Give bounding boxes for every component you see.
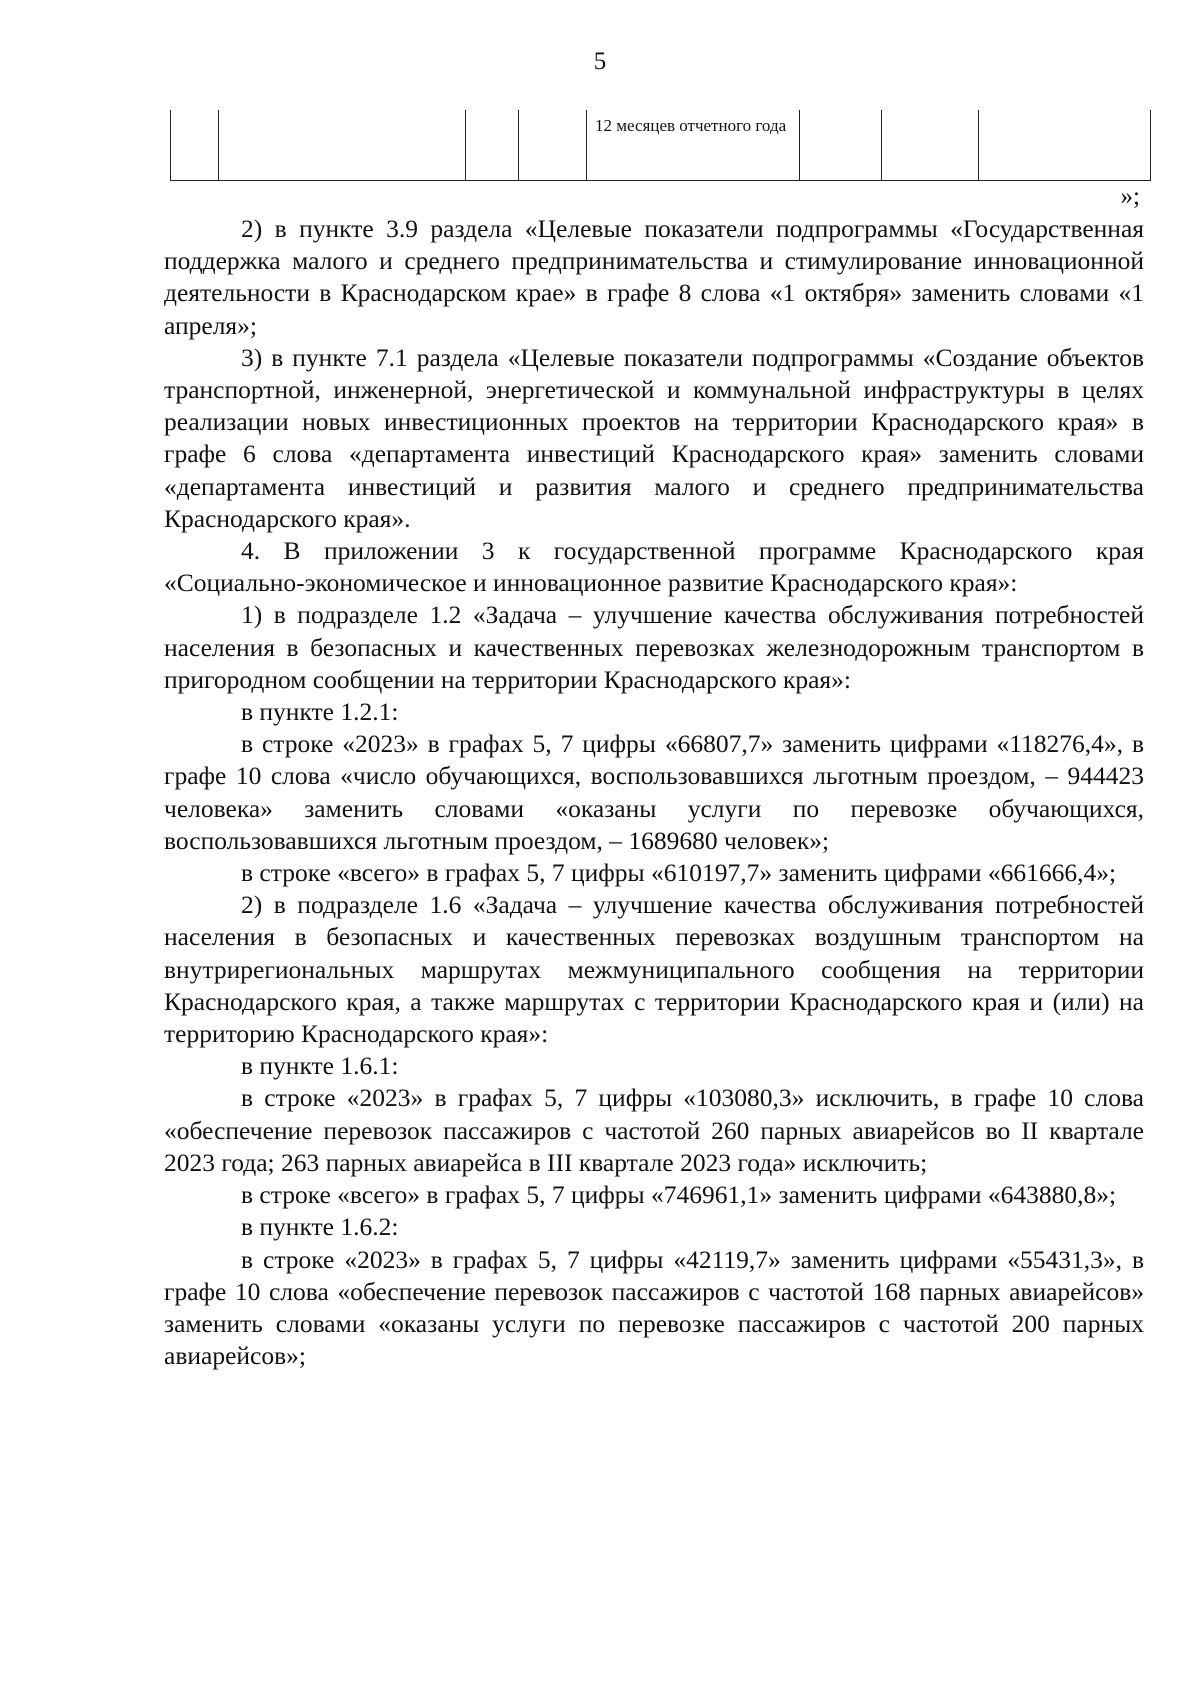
closing-quote-mark: »; bbox=[1120, 183, 1140, 210]
table-cell bbox=[171, 110, 219, 180]
table-cell: 12 месяцев отчетного года bbox=[587, 110, 800, 180]
paragraph: 2) в пункте 3.9 раздела «Целевые показатели подпрограммы «Государственная поддержка малого и среднего предпринимательства и стимулирование инновационной деятельности в Краснодарском крае» в графе 8 слова «1 октября» заменить словами «1 апреля»; bbox=[164, 214, 1144, 340]
table-row bbox=[171, 110, 1151, 180]
table-cell bbox=[979, 110, 1151, 180]
table-cell bbox=[219, 110, 466, 180]
paragraph: 4. В приложении 3 к государственной программе Краснодарского края «Социально-экономическое и инновационное развитие Краснодарского края»: bbox=[164, 536, 1144, 598]
paragraph: в строке «всего» в графах 5, 7 цифры «610197,7» заменить цифрами «661666,4»; bbox=[241, 858, 1117, 888]
paragraph: в строке «2023» в графах 5, 7 цифры «66807,7» заменить цифрами «118276,4», в графе 10 слова «число обучающихся, воспользовавшихся льготным проездом, – 944423 человека» заменить словами «оказаны услуги по перевозке обучающихся, воспользовавшихся льготным проездом, – 1689680 человек»; bbox=[164, 729, 1144, 855]
table-cell bbox=[882, 110, 979, 180]
page-number: 5 bbox=[593, 48, 607, 75]
paragraph: 1) в подразделе 1.2 «Задача – улучшение качества обслуживания потребностей населения в безопасных и качественных перевозках железнодорожным транспортом в пригородном сообщении на территории Краснодарского края»: bbox=[164, 600, 1144, 694]
paragraph: в пункте 1.6.2: bbox=[241, 1212, 399, 1242]
table-cell bbox=[519, 110, 587, 180]
paragraph: 2) в подразделе 1.6 «Задача – улучшение качества обслуживания потребностей населения в безопасных и качественных перевозках воздушным транспортом на внутрирегиональных маршрутах межмуниципального сообщения на территории Краснодарского края, а также маршрутах с территории Краснодарского края и (или) на территорию Краснодарского края»: bbox=[164, 890, 1144, 1049]
paragraph: в пункте 1.6.1: bbox=[241, 1051, 399, 1081]
paragraph: в строке «2023» в графах 5, 7 цифры «42119,7» заменить цифрами «55431,3», в графе 10 слова «обеспечение перевозок пассажиров с частотой 168 парных авиарейсов» заменить словами «оказаны услуги по перевозке пассажиров с частотой 200 парных авиарейсов»; bbox=[164, 1244, 1144, 1371]
table-cell bbox=[800, 110, 882, 180]
table-cell bbox=[466, 110, 519, 180]
paragraph: в пункте 1.2.1: bbox=[241, 697, 399, 727]
paragraph: 3) в пункте 7.1 раздела «Целевые показатели подпрограммы «Создание объектов транспортной, инженерной, энергетической и коммунальной инфраструктуры в целях реализации новых инвестиционных проектов на территории Краснодарского края» в графе 6 слова «департамента инвестиций Краснодарского края» заменить словами «департамента инвестиций и развития малого и среднего предпринимательства Краснодарского края». bbox=[164, 342, 1144, 533]
paragraph: в строке «2023» в графах 5, 7 цифры «103080,3» исключить, в графе 10 слова «обеспечение перевозок пассажиров с частотой 260 парных авиарейсов во II квартале 2023 года; 263 парных авиарейса в III квартале 2023 года» исключить; bbox=[164, 1083, 1144, 1177]
table-fragment bbox=[170, 110, 1151, 181]
paragraph: в строке «всего» в графах 5, 7 цифры «746961,1» заменить цифрами «643880,8»; bbox=[241, 1180, 1117, 1210]
document-body bbox=[164, 213, 1144, 1372]
